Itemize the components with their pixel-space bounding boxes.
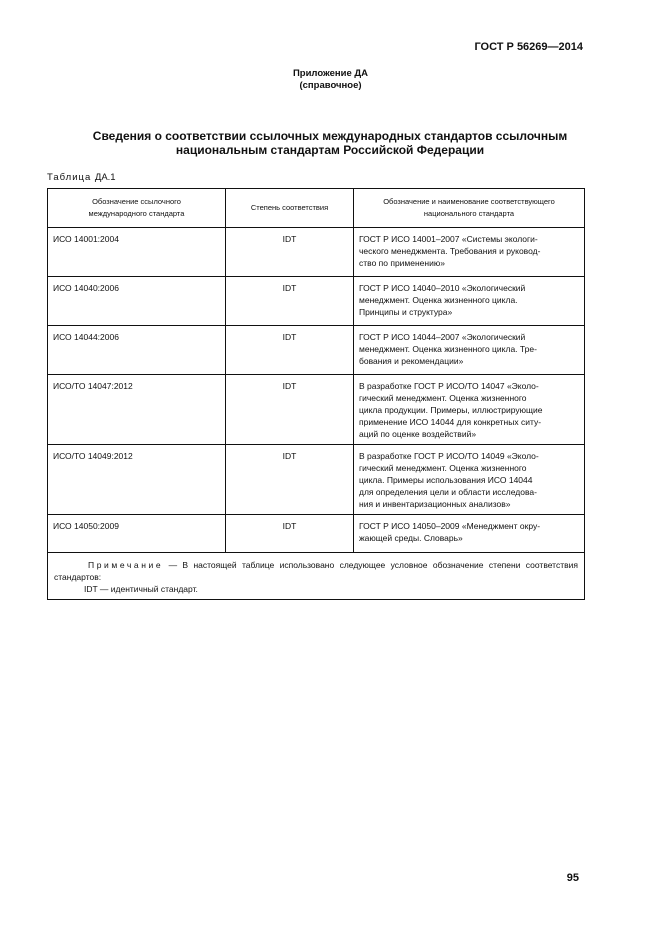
- national-standard-cell: [354, 277, 585, 326]
- national-standard-line: ГОСТ Р ИСО 14050–2009 «Менеджмент окру-: [359, 521, 541, 531]
- national-standard-line: Принципы и структура»: [359, 307, 453, 317]
- degree-cell: IDT: [226, 326, 354, 375]
- table-row: [48, 375, 585, 445]
- international-standard-cell: ИСО 14044:2006: [48, 326, 226, 375]
- degree-cell: IDT: [226, 375, 354, 445]
- national-standard-line: бования и рекомендации»: [359, 356, 464, 366]
- national-standard-line: ния и инвентаризационных анализов»: [359, 499, 511, 509]
- table-row: [48, 326, 585, 375]
- national-standard-line: гический менеджмент. Оценка жизненного: [359, 393, 527, 403]
- column-header-degree: Степень соответствия: [226, 189, 354, 228]
- table-row: [48, 228, 585, 277]
- appendix-heading: [0, 68, 661, 92]
- national-standard-cell: [354, 515, 585, 553]
- appendix-subtitle: (справочное): [299, 80, 362, 91]
- national-standard-line: менеджмент. Оценка жизненного цикла.: [359, 295, 518, 305]
- national-standard-line: для определения цели и области исследова-: [359, 487, 537, 497]
- table-row: [48, 445, 585, 515]
- national-standard-cell: [354, 445, 585, 515]
- column-header-international-line-1: Обозначение ссылочного: [92, 197, 181, 206]
- column-header-national: [354, 189, 585, 228]
- table-note-row: [48, 553, 585, 600]
- international-standard-cell: ИСО/ТО 14047:2012: [48, 375, 226, 445]
- note-heading: Примечание: [88, 560, 164, 570]
- international-standard-cell: ИСО 14001:2004: [48, 228, 226, 277]
- national-standard-line: цикла продукции. Примеры, иллюстрирующие: [359, 405, 543, 415]
- international-standard-cell: ИСО 14040:2006: [48, 277, 226, 326]
- section-title: [40, 129, 620, 157]
- national-standard-line: аций по оценке воздействий»: [359, 429, 477, 439]
- column-header-national-line-1: Обозначение и наименование соответствующего: [383, 197, 555, 206]
- correspondence-table: [47, 188, 585, 600]
- degree-cell: IDT: [226, 515, 354, 553]
- table-note: [48, 553, 585, 600]
- national-standard-line: ГОСТ Р ИСО 14040–2010 «Экологический: [359, 283, 526, 293]
- degree-cell: IDT: [226, 228, 354, 277]
- column-header-international-line-2: международного стандарта: [88, 209, 185, 218]
- column-header-national-line-2: национального стандарта: [423, 209, 515, 218]
- national-standard-cell: [354, 326, 585, 375]
- note-definition: IDT — идентичный стандарт.: [84, 584, 198, 594]
- degree-cell: IDT: [226, 445, 354, 515]
- table-caption-word: Таблица: [47, 172, 92, 183]
- national-standard-cell: [354, 375, 585, 445]
- table-caption: [47, 172, 116, 183]
- national-standard-line: жающей среды. Словарь»: [359, 533, 463, 543]
- appendix-title: Приложение ДА: [292, 68, 369, 79]
- note-text: — В настоящей таблице использовано следующее условное обозначение степени соответствия стандартов:: [54, 560, 578, 582]
- table-caption-number: ДА.1: [94, 172, 116, 183]
- table-row: [48, 515, 585, 553]
- section-title-line-1: Сведения о соответствии ссылочных международных стандартов ссылочным: [92, 129, 568, 143]
- national-standard-line: В разработке ГОСТ Р ИСО/ТО 14049 «Эколо-: [359, 451, 539, 461]
- document-code: ГОСТ Р 56269—2014: [474, 41, 583, 53]
- national-standard-line: ческого менеджмента. Требования и руковод-: [359, 246, 541, 256]
- national-standard-line: ство по применению»: [359, 258, 445, 268]
- international-standard-cell: ИСО/ТО 14049:2012: [48, 445, 226, 515]
- national-standard-line: применение ИСО 14044 для конкретных ситу-: [359, 417, 542, 427]
- page-number: 95: [566, 872, 579, 884]
- table-header-row: [48, 189, 585, 228]
- column-header-international: [48, 189, 226, 228]
- national-standard-line: В разработке ГОСТ Р ИСО/ТО 14047 «Эколо-: [359, 381, 539, 391]
- national-standard-line: ГОСТ Р ИСО 14001–2007 «Системы экологи-: [359, 234, 538, 244]
- international-standard-cell: ИСО 14050:2009: [48, 515, 226, 553]
- degree-cell: IDT: [226, 277, 354, 326]
- national-standard-line: менеджмент. Оценка жизненного цикла. Тре-: [359, 344, 537, 354]
- national-standard-line: цикла. Примеры использования ИСО 14044: [359, 475, 533, 485]
- national-standard-line: ГОСТ Р ИСО 14044–2007 «Экологический: [359, 332, 526, 342]
- section-title-line-2: национальным стандартам Российской Федерации: [175, 143, 485, 157]
- table-row: [48, 277, 585, 326]
- national-standard-cell: [354, 228, 585, 277]
- national-standard-line: гический менеджмент. Оценка жизненного: [359, 463, 527, 473]
